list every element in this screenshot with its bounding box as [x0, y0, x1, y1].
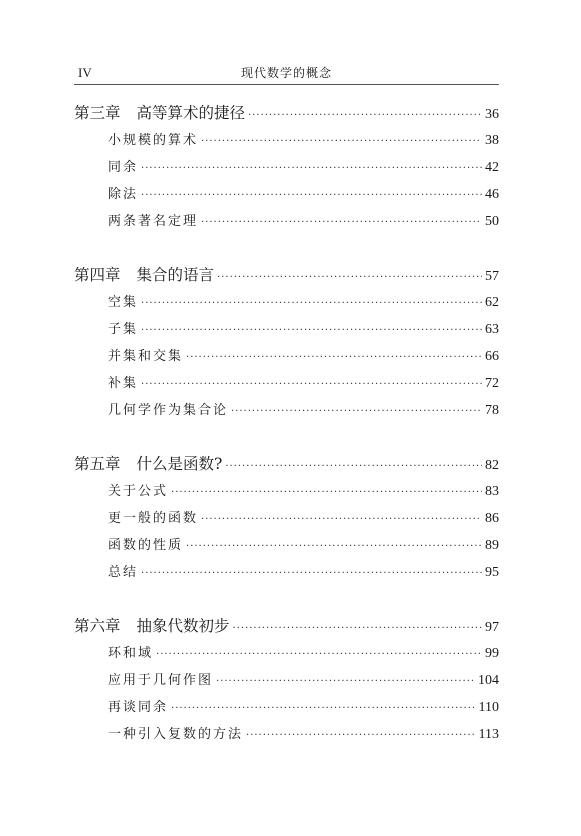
leader-dots [246, 722, 476, 749]
chapter-number: 第五章 [74, 455, 121, 473]
chapter-entry[interactable] [74, 262, 499, 289]
chapter-entry[interactable] [74, 613, 499, 640]
leader-dots [141, 182, 482, 209]
section-page: 86 [485, 511, 499, 526]
chapter-page: 82 [485, 458, 499, 473]
section-title: 子集 [108, 322, 139, 337]
section-entry[interactable] [74, 154, 499, 181]
section-title: 除法 [108, 187, 139, 202]
chapter-block [74, 613, 499, 748]
section-title: 两条著名定理 [108, 214, 199, 229]
section-title: 补集 [108, 376, 139, 391]
section-page: 99 [485, 646, 499, 661]
section-title: 并集和交集 [108, 349, 184, 364]
chapter-number: 第三章 [74, 104, 121, 122]
section-page: 113 [478, 727, 499, 742]
section-title: 应用于几何作图 [108, 673, 214, 688]
running-header [74, 62, 499, 85]
section-title: 总结 [108, 565, 139, 580]
section-entry[interactable] [74, 640, 499, 667]
section-entry[interactable] [74, 532, 499, 559]
section-entry[interactable] [74, 694, 499, 721]
section-entry[interactable] [74, 316, 499, 343]
leader-dots [248, 102, 482, 129]
section-page: 89 [485, 538, 499, 553]
section-entry[interactable] [74, 505, 499, 532]
leader-dots [231, 398, 482, 425]
section-entry[interactable] [74, 559, 499, 586]
section-entry[interactable] [74, 478, 499, 505]
leader-dots [201, 128, 482, 155]
leader-dots [201, 209, 482, 236]
section-page: 38 [485, 133, 499, 148]
section-title: 一种引入复数的方法 [108, 727, 244, 742]
leader-dots [186, 344, 482, 371]
chapter-page: 97 [485, 620, 499, 635]
section-page: 83 [485, 484, 499, 499]
leader-dots [216, 668, 475, 695]
chapter-entry[interactable] [74, 451, 499, 478]
section-title: 再谈同余 [108, 700, 169, 715]
leader-dots [171, 479, 482, 506]
leader-dots [171, 695, 476, 722]
header-page-number: IV [78, 65, 92, 80]
leader-dots [186, 533, 482, 560]
section-page: 104 [478, 673, 499, 688]
chapter-page: 57 [485, 269, 499, 284]
chapter-number: 第六章 [74, 617, 121, 635]
header-book-title: 现代数学的概念 [240, 66, 332, 80]
chapter-page: 36 [485, 107, 499, 122]
leader-dots [141, 290, 482, 317]
section-page: 63 [485, 322, 499, 337]
section-title: 函数的性质 [108, 538, 184, 553]
section-page: 50 [485, 214, 499, 229]
section-title: 同余 [108, 160, 139, 175]
section-title: 小规模的算术 [108, 133, 199, 148]
chapter-title: 什么是函数? [136, 455, 223, 473]
section-title: 空集 [108, 295, 139, 310]
section-entry[interactable] [74, 181, 499, 208]
table-of-contents [74, 100, 499, 775]
section-title: 关于公式 [108, 484, 169, 499]
chapter-entry[interactable] [74, 100, 499, 127]
section-entry[interactable] [74, 397, 499, 424]
section-entry[interactable] [74, 208, 499, 235]
section-title: 环和域 [108, 646, 154, 661]
section-page: 78 [485, 403, 499, 418]
section-entry[interactable] [74, 721, 499, 748]
section-entry[interactable] [74, 667, 499, 694]
chapter-number: 第四章 [74, 266, 121, 284]
section-entry[interactable] [74, 289, 499, 316]
section-title: 几何学作为集合论 [108, 403, 229, 418]
section-title: 更一般的函数 [108, 511, 199, 526]
leader-dots [225, 453, 482, 480]
chapter-title: 集合的语言 [136, 266, 215, 284]
leader-dots [141, 317, 482, 344]
chapter-block [74, 100, 499, 235]
chapter-title: 抽象代数初步 [136, 617, 230, 635]
chapter-block [74, 262, 499, 424]
leader-dots [217, 264, 482, 291]
leader-dots [141, 560, 482, 587]
leader-dots [233, 615, 482, 642]
section-page: 110 [478, 700, 499, 715]
leader-dots [201, 506, 482, 533]
section-entry[interactable] [74, 370, 499, 397]
leader-dots [141, 371, 482, 398]
section-page: 72 [485, 376, 499, 391]
section-page: 95 [485, 565, 499, 580]
chapter-title: 高等算术的捷径 [136, 104, 246, 122]
leader-dots [141, 155, 482, 182]
chapter-block [74, 451, 499, 586]
leader-dots [156, 641, 482, 668]
section-page: 62 [485, 295, 499, 310]
section-page: 42 [485, 160, 499, 175]
section-entry[interactable] [74, 127, 499, 154]
section-page: 66 [485, 349, 499, 364]
section-page: 46 [485, 187, 499, 202]
section-entry[interactable] [74, 343, 499, 370]
